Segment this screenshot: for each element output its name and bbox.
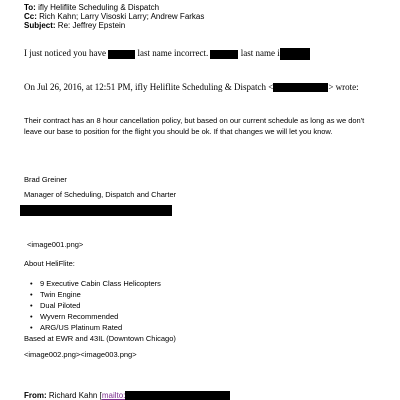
redaction-box	[20, 205, 172, 216]
message-body: Their contract has an 8 hour cancellation policy, but based on our current schedule as long as we don't leave our base to position for the flight you should be ok. If that changes we will let you know.	[24, 116, 365, 136]
redaction-box	[280, 48, 310, 60]
to-label: To:	[24, 3, 36, 12]
list-item: • ARG/US Platinum Rated	[40, 322, 161, 333]
reply-part-1: I just noticed you have	[24, 48, 106, 59]
mailto-link[interactable]: mailto:	[101, 391, 126, 400]
redaction-box	[108, 50, 135, 59]
to-line	[24, 3, 159, 12]
from-value: Richard Kahn [	[48, 391, 102, 400]
list-item: • Wyvern Recommended	[40, 311, 161, 322]
to-value: ifly Heliflite Scheduling & Dispatch	[38, 3, 160, 12]
list-item: • 9 Executive Cabin Class Helicopters	[40, 278, 161, 289]
reply-part-3: last name i	[240, 48, 280, 59]
redaction-box	[125, 391, 230, 400]
list-item: • Twin Engine	[40, 289, 161, 300]
quote-header-suffix: > wrote:	[328, 82, 359, 92]
about-heading: About HeliFlite:	[24, 259, 75, 268]
sender-name: Brad Greiner	[24, 175, 67, 184]
reply-line	[24, 48, 310, 60]
redaction-box	[210, 50, 238, 59]
features-list	[24, 278, 161, 333]
quote-header	[24, 82, 359, 92]
cc-label: Cc:	[24, 12, 37, 21]
from-line	[24, 391, 230, 400]
image-placeholders-2-3: <image002.png><image003.png>	[24, 350, 137, 359]
subject-value: Re: Jeffrey Epstein	[57, 21, 126, 30]
reply-part-2: last name incorrect.	[137, 48, 209, 59]
redaction-box	[273, 83, 328, 92]
quote-header-prefix: On Jul 26, 2016, at 12:51 PM, ifly Heliflite Scheduling & Dispatch <	[24, 82, 274, 92]
subject-label: Subject:	[24, 21, 56, 30]
cc-value: Rich Kahn; Larry Visoski Larry; Andrew Farkas	[39, 12, 205, 21]
list-item: • Dual Piloted	[40, 300, 161, 311]
cc-line	[24, 12, 204, 21]
image-placeholder-1: <image001.png>	[27, 240, 84, 249]
sender-title: Manager of Scheduling, Dispatch and Charter	[24, 190, 177, 199]
from-label: From:	[24, 391, 47, 400]
subject-line	[24, 21, 125, 30]
based-at-text: Based at EWR and 43IL (Downtown Chicago)	[24, 334, 176, 343]
